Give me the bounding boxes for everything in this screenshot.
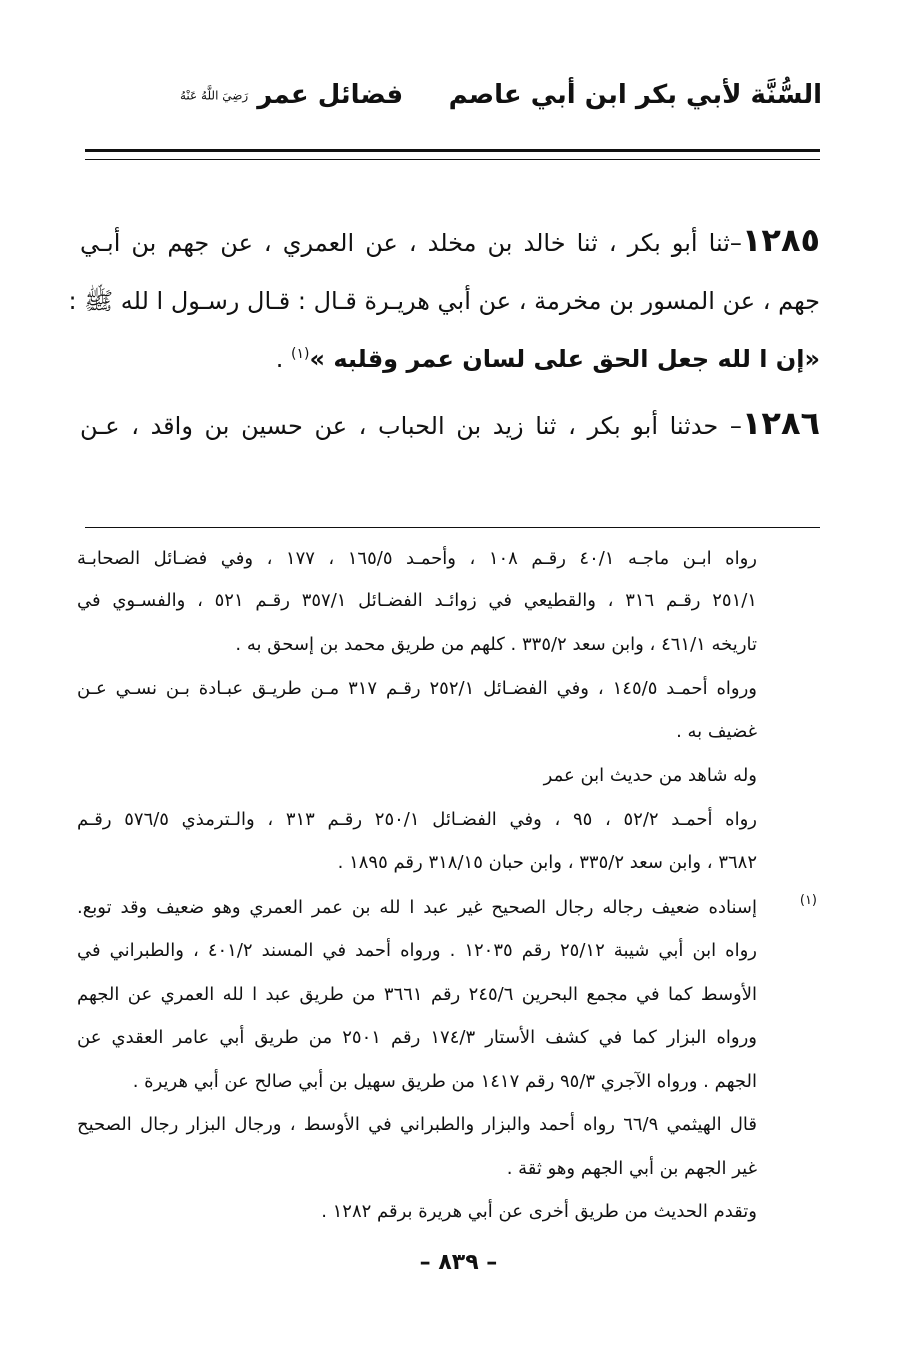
chapter-title: فضائل عمر [257, 80, 404, 110]
footnote-marker: (١) [799, 893, 817, 908]
footnote-line: ورواه أحمـد ١٤٥/٥ ، وفي الفضـائل ٢٥٢/١ رقـم ٣١٧ مـن طريـق عبـادة بـن نسـي عـن [77, 678, 757, 699]
footnote-line: إسناده ضعيف رجاله رجال الصحيح غير عبد ا لله بن عمر العمري وهو ضعيف وقد توبع. [77, 897, 757, 918]
hadith-1285-line-3 [80, 345, 820, 373]
footnote-line: وله شاهد من حديث ابن عمر [543, 765, 757, 786]
footnote-line: رواه أحمـد ٥٢/٢ ، ٩٥ ، وفي الفضـائل ٢٥٠/١ رقـم ٣١٣ ، والـترمذي ٥٧٦/٥ رقـم [77, 809, 757, 830]
footnote-reference: (١) [290, 346, 310, 362]
footnote-line: الجهم . ورواه الآجري ٩٥/٣ رقم ١٤١٧ من طريق سهيل بن أبي صالح عن أبي هريرة . [132, 1071, 757, 1092]
footnote-line: قال الهيثمي ٦٦/٩ رواه أحمد والبزار والطبراني في الأوسط ، ورجال البزار رجال الصحيح [77, 1114, 757, 1135]
hadith-1285-line-2: جهم ، عن المسور بن مخرمة ، عن أبي هريـرة قـال : قـال رسـول ا لله ﷺ : [68, 287, 820, 315]
footnote-line: رواه ابن أبي شيبة ٢٥/١٢ رقم ١٢٠٣٥ . ورواه أحمد في المسند ٤٠١/٢ ، والطبراني في [77, 940, 757, 961]
honorific-glyph: رَضِيَ اللَّهُ عَنْهُ [180, 88, 249, 103]
footnote-line: ورواه البزار كما في كشف الأستار ١٧٤/٣ رقم ٢٥٠١ من طريق أبي عامر العقدي عن [77, 1027, 757, 1048]
footnote-line: الأوسط كما في مجمع البحرين ٢٤٥/٦ رقم ٣٦٦١ من طريق عبد ا لله العمري عن الجهم [77, 984, 757, 1005]
footnote-line: تاريخه ٤٦١/١ ، وابن سعد ٣٣٥/٢ . كلهم من طريق محمد بن إسحق به . [235, 634, 757, 655]
hadith-1285-end: . [275, 345, 291, 373]
header-rule-thick [85, 149, 820, 152]
page-number: – ٨٣٩ – [419, 1250, 498, 1275]
footnote-line: غضيف به . [676, 721, 757, 742]
hadith-1286-text-1: – حدثنا أبو بكر ، ثنا زيد بن الحباب ، عن حسين بن واقد ، عـن [80, 412, 742, 440]
footnote-line: غير الجهم بن أبي الجهم وهو ثقة . [506, 1158, 757, 1179]
footnote-line: ٣٦٨٢ ، وابن سعد ٣٣٥/٢ ، وابن حبان ٣١٨/١٥ رقم ١٨٩٥ . [337, 852, 757, 873]
hadith-1285-line-1 [80, 221, 820, 259]
hadith-number-1286: ١٢٨٦ [741, 404, 820, 442]
hadith-1285-quote: «إن ا لله جعل الحق على لسان عمر وقلبه » [309, 345, 820, 373]
header-rule-thin [85, 159, 820, 160]
hadith-1286-line-1 [80, 404, 820, 442]
footnote-separator [85, 527, 820, 528]
chapter-title-header [180, 80, 403, 110]
footnote-line: رواه ابـن ماجـه ٤٠/١ رقـم ١٠٨ ، وأحمـد ١٦٥/٥ ، ١٧٧ ، وفي فضـائل الصحابـة [77, 548, 757, 569]
hadith-number-1285: ١٢٨٥ [741, 221, 820, 259]
hadith-1285-text-1: –ثنا أبو بكر ، ثنا خالد بن مخلد ، عن العمري ، عن جهم بن أبـي [80, 229, 742, 257]
footnote-line: ٢٥١/١ رقـم ٣١٦ ، والقطيعي في زوائـد الفضـائل ٣٥٧/١ رقـم ٥٢١ ، والفسـوي في [77, 590, 757, 611]
footnote-line: وتقدم الحديث من طريق أخرى عن أبي هريرة برقم ١٢٨٢ . [321, 1201, 757, 1222]
book-title-header: السُّنَّة لأبي بكر ابن أبي عاصم [448, 80, 822, 110]
